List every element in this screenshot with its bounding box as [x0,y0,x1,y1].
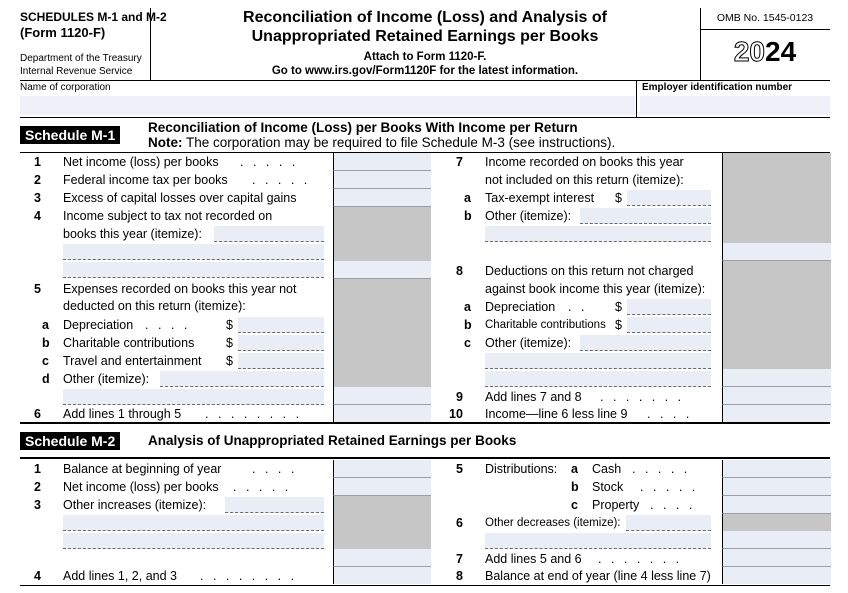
m2-line-8-number: 8 [456,569,463,583]
m2-line-4-leader: . . . . . . . . [200,569,298,583]
line-4-itemize-field-2[interactable] [63,244,324,260]
form-id-line1: SCHEDULES M-1 and M-2 [20,10,167,24]
line-4-amount[interactable] [333,261,431,279]
line-7a-letter: a [464,191,471,205]
line-5-amount[interactable] [333,387,431,405]
form-id-line2: (Form 1120-F) [20,25,106,40]
m2-line-2-leader: . . . . . [233,480,292,494]
m2-line-3-field-2[interactable] [63,515,324,531]
line-6-leader: . . . . . . . . [205,407,303,421]
line-8-shaded-area [722,261,831,369]
line-9-amount[interactable] [722,387,831,405]
line-5-label-2: deducted on this return (itemize): [63,299,246,313]
line-5a-letter: a [42,318,49,332]
m2-line-2-amount[interactable] [333,478,431,496]
line-7a-label: Tax-exempt interest [485,191,595,205]
m2-line-6-field-2[interactable] [485,533,711,549]
m2-line-3-field-3[interactable] [63,533,324,549]
line-8b-dollar: $ [615,318,622,332]
schedule-m2-badge: Schedule M-2 [20,432,120,450]
m2-line-1-label: Balance at beginning of year [63,462,222,476]
line-8-label-1: Deductions on this return not charged [485,264,694,278]
line-8c-field[interactable] [580,335,711,351]
line-7-shaded-area [722,153,831,243]
m1-bottom-rule [20,422,830,424]
tax-year-outline: 20 [733,36,765,67]
m2-line-5c-amount[interactable] [722,496,831,514]
line-8a-field[interactable] [627,299,711,315]
line-8a-leader: . . [568,300,588,314]
department-line1: Department of the Treasury [20,53,142,64]
line-5a-leader: . . . . [145,318,191,332]
line-1-amount[interactable] [333,153,431,171]
line-3-number: 3 [34,191,41,205]
line-8a-label: Depreciation [485,300,556,314]
m2-line-6-shaded-area [722,514,831,531]
line-8a-dollar: $ [615,300,622,314]
line-5b-letter: b [42,336,50,350]
line-5-label-1: Expenses recorded on books this year not [63,282,297,296]
line-4-label-1: Income subject to tax not recorded on [63,209,273,223]
schedule-m1-title: Reconciliation of Income (Loss) per Books With Income per Return [148,120,578,135]
corporation-name-field[interactable] [20,96,635,115]
line-8-amount[interactable] [722,369,831,387]
m2-line-2-number: 2 [34,480,41,494]
m2-line-3-label: Other increases (itemize): [63,498,207,512]
line-7b-field-2[interactable] [485,226,711,242]
m2-line-6-number: 6 [456,516,463,530]
m2-line-5b-amount[interactable] [722,478,831,496]
line-5b-dollar: $ [226,336,233,350]
m2-line-1-leader: . . . . [252,462,298,476]
line-4-shaded-area [333,207,431,261]
ein-label: Employer identification number [642,82,793,93]
line-5b-label: Charitable contributions [63,336,195,350]
omb-divider [700,29,830,30]
m2-line-3-number: 3 [34,498,41,512]
line-7b-letter: b [464,209,472,223]
line-2-label: Federal income tax per books [63,173,228,187]
line-5a-field[interactable] [238,317,324,333]
line-5d-field[interactable] [160,371,324,387]
m2-line-7-label: Add lines 5 and 6 [485,552,582,566]
line-5c-label: Travel and entertainment [63,354,202,368]
line-4-number: 4 [34,209,41,223]
line-6-label: Add lines 1 through 5 [63,407,182,421]
line-7b-field[interactable] [580,208,711,224]
line-6-amount[interactable] [333,405,431,422]
schedule-m1-badge: Schedule M-1 [20,126,120,144]
m2-line-5a-letter: a [571,462,578,476]
line-7b-label: Other (itemize): [485,209,572,223]
line-7-label-1: Income recorded on books this year [485,155,684,169]
line-7-number: 7 [456,155,463,169]
note-text: The corporation may be required to file Schedule M-3 (see instructions). [186,135,616,150]
m2-line-5c-label: Property [592,498,640,512]
ein-divider [636,80,637,118]
line-8-label-2: against book income this year (itemize): [485,282,706,296]
line-5c-letter: c [42,354,49,368]
m2-line-5b-label: Stock [592,480,624,494]
line-10-leader: . . . . [647,407,693,421]
line-6-number: 6 [34,407,41,421]
line-7-amount[interactable] [722,243,831,261]
schedule-m2-title: Analysis of Unappropriated Retained Earnings per Books [148,433,517,448]
line-5c-field[interactable] [238,353,324,369]
line-9-leader: . . . . . . . [600,390,685,404]
line-5a-dollar: $ [226,318,233,332]
line-8-number: 8 [456,264,463,278]
line-5d-label: Other (itemize): [63,372,150,386]
line-8c-field-2[interactable] [485,353,711,369]
m2-top-rule [20,457,830,459]
m2-line-4-label: Add lines 1, 2, and 3 [63,569,177,583]
note-label: Note: [148,135,183,150]
line-5a-label: Depreciation [63,318,134,332]
line-9-label: Add lines 7 and 8 [485,390,582,404]
line-10-number: 10 [449,407,463,421]
line-4-label-2: books this year (itemize): [63,227,202,241]
line-8b-label: Charitable contributions [485,319,606,331]
tax-year-bold: 24 [765,36,797,67]
m2-line-2-label: Net income (loss) per books [63,480,219,494]
m2-line-8-label: Balance at end of year (line 4 less line 7) [485,569,711,583]
m2-line-6-field[interactable] [626,515,711,531]
line-7a-dollar: $ [615,191,622,205]
line-8b-field[interactable] [627,317,711,333]
department-line2: Internal Revenue Service [20,66,133,77]
line-8c-letter: c [464,336,471,350]
m2-line-5b-letter: b [571,480,579,494]
line-5d-field-2[interactable] [63,389,324,405]
line-3-label: Excess of capital losses over capital gains [63,191,297,205]
m2-line-5a-label: Cash [592,462,622,476]
name-row-bottom-rule [20,117,830,118]
line-8b-letter: b [464,318,472,332]
m2-line-4-amount[interactable] [333,567,431,584]
m2-line-1-amount[interactable] [333,460,431,478]
m2-line-7-number: 7 [456,552,463,566]
line-3-amount[interactable] [333,189,431,207]
line-1-label: Net income (loss) per books [63,155,219,169]
line-5-shaded-area [333,279,431,387]
m2-line-7-leader: . . . . . . . [598,552,683,566]
m2-line-5-label: Distributions: [485,462,558,476]
tax-year [700,36,830,68]
m2-line-4-number: 4 [34,569,41,583]
m2-line-3-shaded-area [333,496,431,549]
corporation-name-label: Name of corporation [20,82,111,93]
schedule-m1-note [148,135,615,150]
m2-line-5-number: 5 [456,462,463,476]
line-8c-field-3[interactable] [485,371,711,387]
line-5d-letter: d [42,372,50,386]
line-2-leader: . . . . . [252,173,311,187]
line-10-amount[interactable] [722,405,831,422]
line-5c-dollar: $ [226,354,233,368]
line-10-label: Income—line 6 less line 9 [485,407,628,421]
m2-line-3-amount[interactable] [333,549,431,567]
m2-line-8-amount[interactable] [722,567,831,584]
line-2-amount[interactable] [333,171,431,189]
m2-line-7-amount[interactable] [722,549,831,567]
m2-line-5a-leader: . . . . . [632,462,691,476]
ein-field[interactable] [640,96,830,115]
m2-line-5c-leader: . . . . [650,498,696,512]
line-5b-field[interactable] [238,335,324,351]
m2-line-5c-letter: c [571,498,578,512]
line-1-leader: . . . . . [240,155,299,169]
m2-bottom-rule [20,585,830,586]
website-instruction: Go to www.irs.gov/Form1120F for the latest information. [271,65,579,77]
m2-line-3-field[interactable] [225,497,324,513]
m2-line-5a-amount[interactable] [722,460,831,478]
line-2-number: 2 [34,173,41,187]
line-5-number: 5 [34,282,41,296]
form-title-line2: Unappropriated Retained Earnings per Books [251,28,599,45]
m2-line-6-amount[interactable] [722,531,831,549]
line-1-number: 1 [34,155,41,169]
line-8a-letter: a [464,300,471,314]
line-7a-field[interactable] [627,190,711,206]
m2-line-5b-leader: . . . . . [640,480,699,494]
attach-instruction: Attach to Form 1120-F. [363,51,487,63]
form-title-line1: Reconciliation of Income (Loss) and Analysis of [243,9,607,26]
line-4-itemize-field[interactable] [214,226,324,242]
line-8c-label: Other (itemize): [485,336,572,350]
omb-number: OMB No. 1545-0123 [716,12,814,24]
line-7-label-2: not included on this return (itemize): [485,173,684,187]
line-4-itemize-field-3[interactable] [63,262,324,278]
m2-line-1-number: 1 [34,462,41,476]
line-9-number: 9 [456,390,463,404]
m2-line-6-label: Other decreases (itemize): [485,517,621,529]
header-bottom-rule [20,80,830,81]
